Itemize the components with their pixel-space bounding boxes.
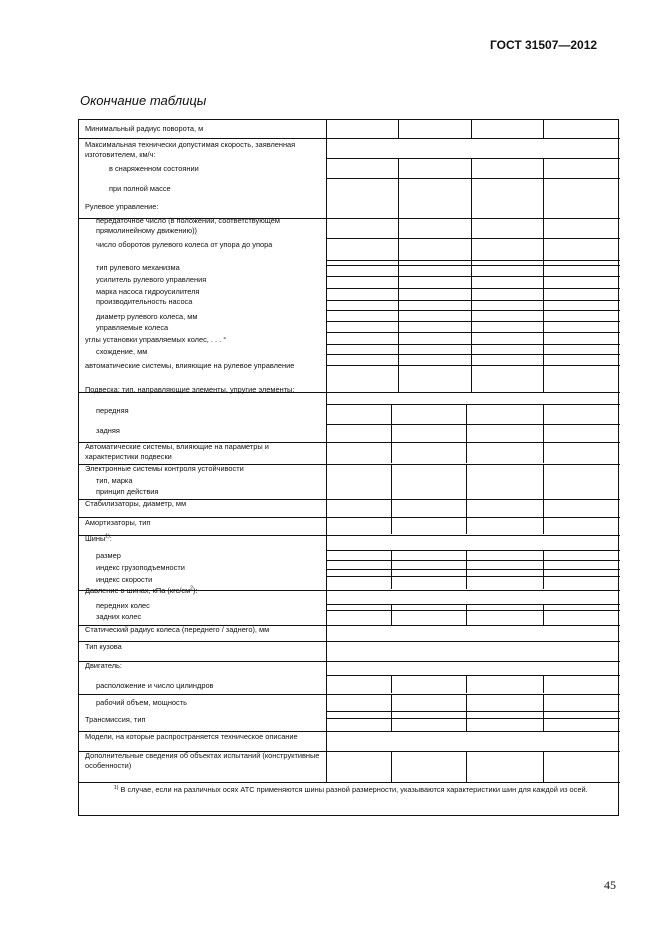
rule-horizontal bbox=[326, 576, 620, 577]
specification-table bbox=[78, 119, 619, 816]
rule-horizontal bbox=[326, 178, 620, 179]
row-label-text: диаметр рулевого колеса, мм bbox=[96, 312, 198, 321]
rule-vertical bbox=[543, 158, 544, 218]
rule-vertical bbox=[466, 694, 467, 731]
rule-horizontal bbox=[326, 550, 620, 551]
rule-vertical bbox=[543, 694, 544, 731]
rule-vertical bbox=[398, 120, 399, 138]
row-label bbox=[85, 625, 269, 635]
rule-vertical bbox=[391, 464, 392, 517]
rule-vertical bbox=[471, 120, 472, 138]
rule-horizontal bbox=[326, 711, 620, 712]
row-label-superscript: 2 bbox=[190, 585, 193, 592]
row-label bbox=[85, 586, 197, 596]
row-label-text: при полной массе bbox=[109, 184, 171, 193]
row-label-text: Двигатель: bbox=[85, 661, 122, 670]
rule-horizontal bbox=[326, 260, 620, 261]
row-label bbox=[96, 216, 332, 236]
row-label-text: Подвеска; тип, направляющие элементы, упругие элементы: bbox=[85, 385, 295, 394]
rule-vertical bbox=[466, 604, 467, 625]
row-label-text: принцип действия bbox=[96, 487, 159, 496]
row-label bbox=[109, 164, 199, 174]
row-label bbox=[96, 312, 197, 322]
rule-vertical bbox=[391, 694, 392, 731]
row-label-text: Трансмиссия, тип bbox=[85, 715, 146, 724]
footnote-text: В случае, если на различных осях АТС применяются шины разной размерности, указываются характеристики шин для каждой из осей. bbox=[118, 785, 588, 794]
rule-horizontal bbox=[79, 517, 620, 518]
row-label-text: размер bbox=[96, 551, 121, 560]
row-label bbox=[85, 642, 122, 652]
footnote-marker: 1) bbox=[114, 784, 119, 791]
rule-vertical bbox=[543, 751, 544, 782]
row-label bbox=[85, 361, 321, 371]
row-label-text: в снаряженном состоянии bbox=[109, 164, 199, 173]
rule-horizontal bbox=[326, 365, 620, 366]
row-label bbox=[109, 184, 171, 194]
row-label-text: марка насоса гидроусилителя bbox=[96, 287, 200, 296]
row-label bbox=[85, 124, 203, 134]
rule-horizontal bbox=[326, 300, 620, 301]
row-label-text: Минимальный радиус поворота, м bbox=[85, 124, 204, 133]
rule-horizontal bbox=[326, 560, 620, 561]
rule-vertical bbox=[471, 218, 472, 392]
rule-vertical bbox=[391, 604, 392, 625]
row-label-text: индекс грузоподъемности bbox=[96, 563, 185, 572]
row-label bbox=[85, 732, 321, 742]
table-caption: Окончание таблицы bbox=[80, 93, 207, 108]
row-label bbox=[85, 464, 244, 474]
rule-vertical bbox=[466, 517, 467, 534]
row-label-text: Максимальная технически допустимая скорость, заявленная изготовителем, км/ч: bbox=[85, 140, 296, 159]
row-label bbox=[96, 426, 120, 436]
rule-horizontal bbox=[326, 265, 620, 266]
row-label-text: Рулевое управление: bbox=[85, 202, 159, 211]
rule-vertical bbox=[466, 550, 467, 589]
row-label bbox=[96, 406, 129, 416]
rule-horizontal bbox=[326, 288, 620, 289]
rule-vertical bbox=[471, 158, 472, 218]
row-label bbox=[96, 575, 152, 585]
row-label-text: тип, марка bbox=[96, 476, 133, 485]
rule-horizontal bbox=[326, 718, 620, 719]
row-label bbox=[96, 287, 199, 297]
rule-vertical bbox=[391, 404, 392, 463]
row-label bbox=[96, 612, 141, 622]
row-label bbox=[85, 335, 226, 345]
row-label bbox=[85, 442, 321, 462]
row-label bbox=[96, 681, 213, 691]
rule-vertical bbox=[543, 517, 544, 534]
row-label-text: Давление в шинах, кПа (кгс/см bbox=[85, 586, 191, 595]
row-label bbox=[96, 487, 158, 497]
row-label-text: Шины bbox=[85, 534, 106, 543]
row-label-text: индекс скорости bbox=[96, 575, 153, 584]
rule-vertical bbox=[391, 550, 392, 589]
row-label-superscript: 1) bbox=[105, 533, 110, 540]
row-label bbox=[85, 751, 321, 771]
rule-vertical bbox=[466, 404, 467, 463]
rule-vertical bbox=[543, 604, 544, 625]
row-label-text: производительность насоса bbox=[96, 297, 193, 306]
rule-vertical bbox=[543, 218, 544, 392]
page-number: 45 bbox=[604, 878, 616, 892]
row-label-text: управляемые колеса bbox=[96, 323, 169, 332]
rule-vertical bbox=[466, 464, 467, 517]
standard-designation: ГОСТ 31507—2012 bbox=[490, 38, 598, 52]
row-label bbox=[85, 140, 321, 160]
rule-horizontal bbox=[326, 604, 620, 605]
row-label bbox=[96, 551, 121, 561]
row-label-text: задних колес bbox=[96, 612, 142, 621]
rule-horizontal bbox=[79, 661, 620, 662]
rule-horizontal bbox=[79, 138, 620, 139]
row-label-text: передних колес bbox=[96, 601, 150, 610]
rule-horizontal bbox=[326, 404, 620, 405]
rule-horizontal bbox=[79, 641, 620, 642]
row-label-text: передаточное число (в положении, соответствующем прямолинейному движению)) bbox=[96, 216, 280, 235]
rule-horizontal bbox=[326, 158, 620, 159]
row-label-suffix: ): bbox=[192, 586, 198, 595]
rule-vertical bbox=[543, 404, 544, 463]
row-label bbox=[96, 323, 168, 333]
row-label bbox=[96, 275, 206, 285]
row-label bbox=[85, 661, 122, 671]
row-label bbox=[85, 518, 150, 528]
row-label bbox=[96, 563, 185, 573]
rule-horizontal bbox=[326, 354, 620, 355]
rule-horizontal bbox=[326, 675, 620, 676]
rule-vertical bbox=[543, 120, 544, 138]
row-label-text: автоматические системы, влияющие на рулевое управление bbox=[85, 361, 295, 370]
rule-vertical bbox=[398, 158, 399, 218]
rule-vertical bbox=[543, 675, 544, 693]
row-label bbox=[85, 499, 186, 509]
row-label-text: схождение, мм bbox=[96, 347, 148, 356]
row-label-text: расположение и число цилиндров bbox=[96, 681, 214, 690]
row-label bbox=[96, 698, 187, 708]
rule-horizontal bbox=[326, 310, 620, 311]
rule-vertical bbox=[391, 517, 392, 534]
row-label-text: передняя bbox=[96, 406, 129, 415]
row-label bbox=[96, 347, 147, 357]
row-label-text: Статический радиус колеса (переднего / заднего), мм bbox=[85, 625, 270, 634]
row-label-text: тип рулевого механизма bbox=[96, 263, 180, 272]
rule-vertical bbox=[543, 550, 544, 589]
rule-vertical bbox=[391, 751, 392, 782]
rule-horizontal bbox=[79, 694, 620, 695]
rule-horizontal bbox=[79, 782, 620, 783]
rule-vertical bbox=[466, 675, 467, 693]
row-label bbox=[85, 534, 112, 544]
rule-horizontal bbox=[326, 569, 620, 570]
row-label bbox=[96, 263, 180, 273]
table-footnote bbox=[84, 784, 615, 796]
row-label-text: Электронные системы контроля устойчивости bbox=[85, 464, 244, 473]
row-label-suffix: : bbox=[109, 534, 112, 543]
row-label bbox=[96, 601, 150, 611]
row-label-text: усилитель рулевого управления bbox=[96, 275, 207, 284]
row-label-text: Автоматические системы, влияющие на параметры и характеристики подвески bbox=[85, 442, 269, 461]
rule-horizontal bbox=[79, 535, 620, 536]
rule-horizontal bbox=[326, 610, 620, 611]
rule-horizontal bbox=[326, 424, 620, 425]
row-label-text: число оборотов рулевого колеса от упора до упора bbox=[96, 240, 273, 249]
rule-horizontal bbox=[326, 238, 620, 239]
row-label-text: Тип кузова bbox=[85, 642, 122, 651]
rule-vertical bbox=[398, 218, 399, 392]
rule-vertical bbox=[391, 675, 392, 693]
row-label-text: Дополнительные сведения об объектах испытаний (конструктивные особенности) bbox=[85, 751, 320, 770]
row-label-text: задняя bbox=[96, 426, 120, 435]
row-label-text: углы установки управляемых колес, . . . ° bbox=[85, 335, 227, 344]
rule-horizontal bbox=[326, 332, 620, 333]
row-label-text: Амортизаторы, тип bbox=[85, 518, 151, 527]
row-label-text: Стабилизаторы, диаметр, мм bbox=[85, 499, 187, 508]
row-label-text: рабочий объем, мощность bbox=[96, 698, 187, 707]
row-label bbox=[85, 715, 145, 725]
rule-vertical bbox=[543, 464, 544, 517]
row-label bbox=[85, 202, 158, 212]
rule-horizontal bbox=[326, 276, 620, 277]
rule-horizontal bbox=[326, 321, 620, 322]
row-label bbox=[85, 385, 321, 395]
rule-horizontal bbox=[326, 344, 620, 345]
row-label bbox=[96, 297, 192, 307]
row-label-text: Модели, на которые распространяется техническое описание bbox=[85, 732, 298, 741]
rule-vertical bbox=[466, 751, 467, 782]
row-label bbox=[96, 240, 272, 250]
row-label bbox=[96, 476, 132, 486]
